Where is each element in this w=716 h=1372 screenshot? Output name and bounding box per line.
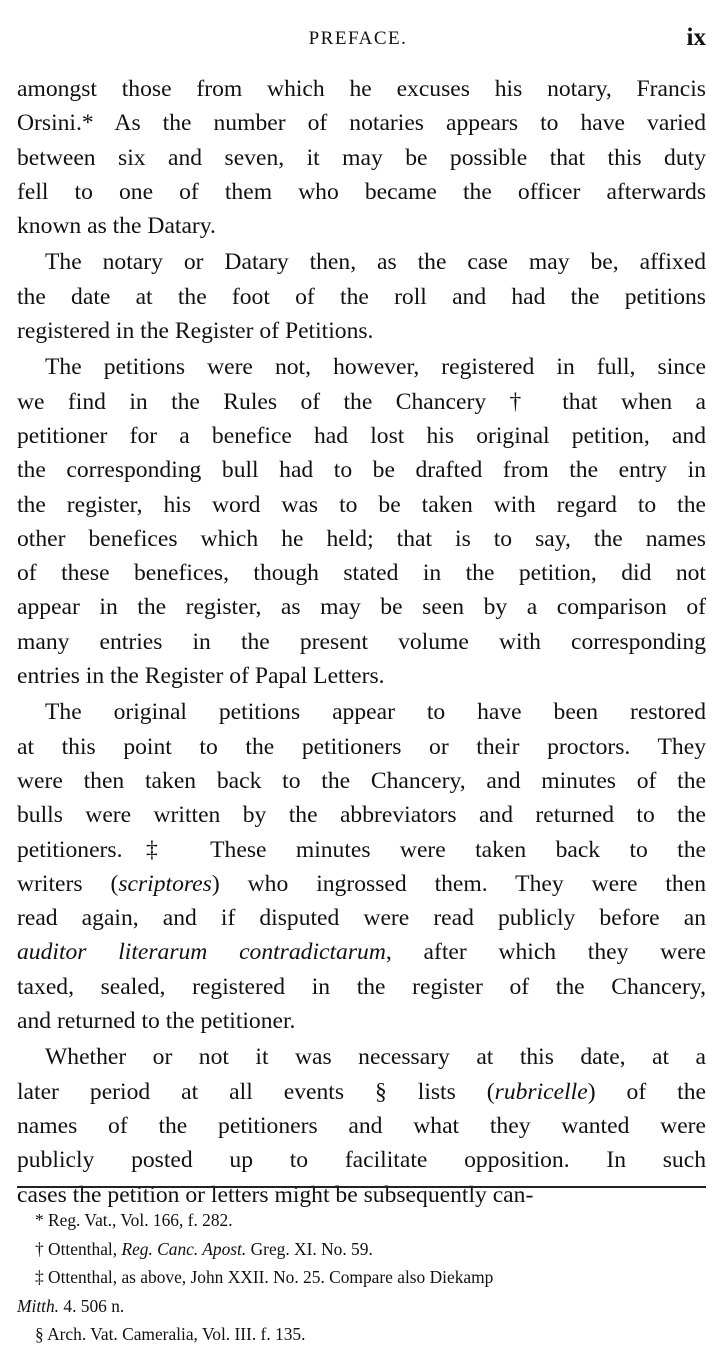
text-line: known as the Datary. [17, 213, 216, 240]
footnote: * Reg. Vat., Vol. 166, f. 282. [35, 1210, 233, 1230]
text-line: appear in the register, as may be seen by a comparison of [17, 594, 706, 621]
page-number: ix [686, 24, 706, 51]
text-line: names of the petitioners and what they wanted were [17, 1112, 706, 1139]
text-line: between six and seven, it may be possible that this duty [17, 144, 706, 171]
text-line: Whether or not it was necessary at this date, at a [45, 1044, 706, 1071]
page-header [0, 24, 716, 54]
body-text [17, 72, 706, 1214]
footnote: Mitth. 4. 506 n. [17, 1295, 125, 1316]
text-line: bulls were written by the abbreviators and returned to the [17, 802, 706, 829]
text-line: of these benefices, though stated in the petition, did not [17, 560, 706, 587]
running-head: PREFACE. [308, 28, 408, 49]
text-line: the date at the foot of the roll and had the petitions [17, 283, 706, 310]
text-line: we find in the Rules of the Chancery † that when a [17, 388, 706, 415]
paragraph [17, 350, 706, 693]
text-line: other benefices which he held; that is to say, the names [17, 525, 706, 552]
text-line: read again, and if disputed were read publicly before an [17, 905, 706, 932]
text-line: writers (scriptores) who ingrossed them. They were then [17, 870, 706, 897]
text-line: at this point to the petitioners or their proctors. They [17, 733, 706, 760]
footnote: ‡ Ottenthal, as above, John XXII. No. 25. Compare also Diekamp [35, 1267, 494, 1287]
paragraph [17, 245, 706, 348]
footnote: § Arch. Vat. Cameralia, Vol. III. f. 135. [35, 1324, 306, 1344]
text-line: The petitions were not, however, registered in full, since [45, 354, 706, 381]
text-line: later period at all events § lists (rubricelle) of the [17, 1078, 706, 1105]
text-line: the corresponding bull had to be drafted from the entry in [17, 457, 706, 484]
text-line: Orsini.* As the number of notaries appears to have varied [17, 110, 706, 137]
text-line: publicly posted up to facilitate opposition. In such [17, 1147, 706, 1174]
paragraph [17, 72, 706, 243]
footnote-rule [17, 1186, 706, 1188]
text-line: cases the petition or letters might be subsequently can- [17, 1181, 534, 1208]
text-line: the register, his word was to be taken with regard to the [17, 491, 706, 518]
text-line: taxed, sealed, registered in the register of the Chancery, [17, 973, 706, 1000]
text-line: petitioner for a benefice had lost his original petition, and [17, 422, 706, 449]
text-line: amongst those from which he excuses his notary, Francis [17, 76, 706, 102]
text-line: The original petitions appear to have been restored [45, 699, 706, 726]
text-line: were then taken back to the Chancery, and minutes of the [17, 767, 706, 794]
text-line: registered in the Register of Petitions. [17, 318, 374, 345]
text-line: petitioners.‡ These minutes were taken back to the [17, 836, 706, 863]
footnotes [17, 1206, 706, 1349]
text-line: many entries in the present volume with corresponding [17, 628, 706, 655]
footnote: † Ottenthal, Reg. Canc. Apost. Greg. XI. No. 59. [35, 1238, 373, 1259]
text-line: and returned to the petitioner. [17, 1008, 296, 1035]
paragraph [17, 695, 706, 1038]
text-line: auditor literarum contradictarum, after which they were [17, 939, 706, 966]
text-line: fell to one of them who became the officer afterwards [17, 178, 706, 205]
text-line: The notary or Datary then, as the case may be, affixed [45, 249, 706, 276]
text-line: entries in the Register of Papal Letters. [17, 663, 385, 690]
